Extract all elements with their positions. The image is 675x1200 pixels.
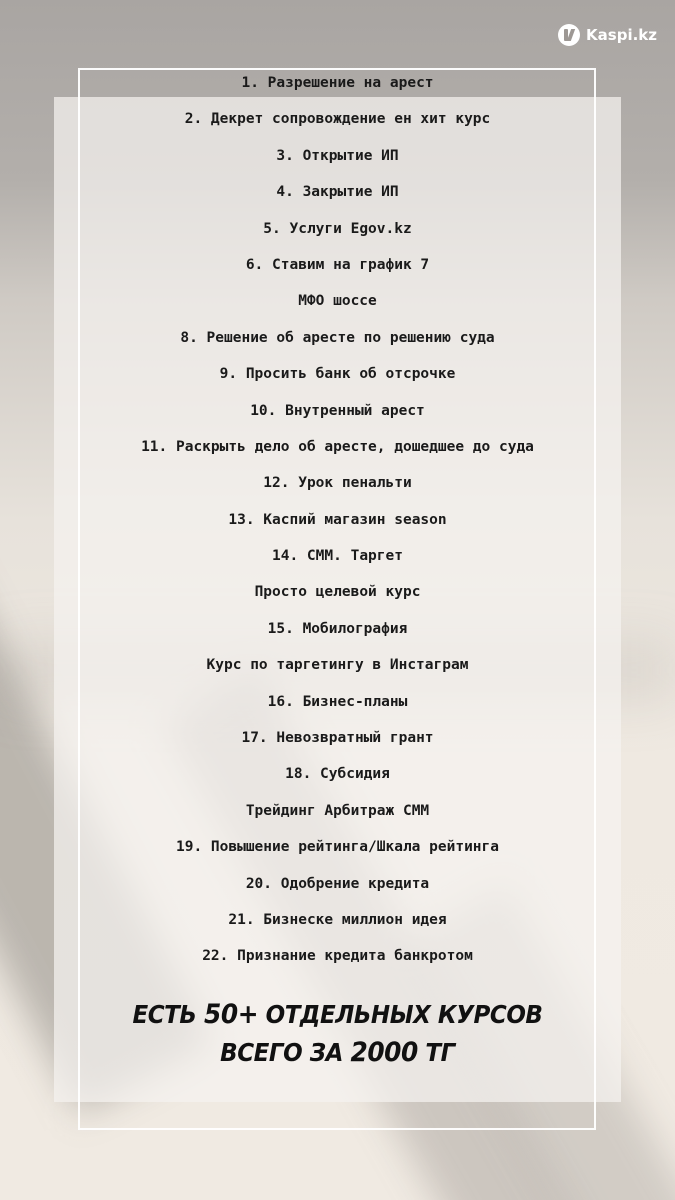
list-item: 17. Невозвратный грант — [241, 730, 434, 747]
list-item: 13. Каспий магазин season — [228, 511, 447, 528]
list-item: 15. Мобилография — [267, 620, 408, 637]
list-item: Курс по таргетингу в Инстаграм — [206, 657, 469, 674]
list-item: Просто целевой курс — [254, 584, 421, 601]
promo-text: ТГ — [417, 1038, 455, 1067]
list-item: МФО шоссе — [298, 293, 377, 310]
list-item: 16. Бизнес-планы — [267, 693, 408, 710]
list-item: 5. Услуги Egov.kz — [263, 220, 412, 237]
list-item: 14. СММ. Таргет — [272, 548, 403, 565]
promo-text: ВСЕГО ЗА — [220, 1038, 351, 1067]
list-item: 20. Одобрение кредита — [245, 875, 430, 892]
promo-text: ОТДЕЛЬНЫХ КУРСОВ — [258, 1000, 543, 1029]
promo-course-count: 50+ — [204, 999, 259, 1030]
course-list — [54, 65, 621, 975]
list-item: 12. Урок пенальти — [263, 475, 412, 492]
list-item: 6. Ставим на график 7 — [245, 256, 430, 273]
list-item: 18. Субсидия — [285, 766, 390, 783]
promo-text: ЕСТЬ — [132, 1000, 205, 1029]
promo-headline — [54, 996, 621, 1072]
list-item: 10. Внутренный арест — [250, 402, 425, 419]
brand-name: Kaspi.kz — [586, 26, 657, 44]
list-item: 22. Признание кредита банкротом — [202, 948, 473, 965]
promo-line-2 — [77, 1034, 599, 1072]
list-item: Трейдинг Арбитраж СММ — [245, 802, 430, 819]
list-item: 2. Декрет сопровождение ен хит курс — [184, 111, 491, 128]
brand-watermark — [558, 24, 657, 46]
list-item: 1. Разрешение на арест — [241, 75, 434, 91]
list-item: 8. Решение об аресте по решению суда — [180, 329, 495, 346]
list-item: 11. Раскрыть дело об аресте, дошедшее до суда — [141, 438, 534, 455]
list-item: 4. Закрытие ИП — [276, 184, 399, 201]
promo-line-1 — [77, 996, 599, 1034]
list-item: 19. Повышение рейтинга/Шкала рейтинга — [175, 839, 499, 856]
list-item: 3. Открытие ИП — [276, 147, 399, 164]
kaspi-logo-icon — [558, 24, 580, 46]
promo-price: 2000 — [350, 1037, 418, 1068]
list-item: 21. Бизнеске миллион идея — [228, 911, 447, 928]
list-item: 9. Просить банк об отсрочке — [219, 366, 456, 383]
